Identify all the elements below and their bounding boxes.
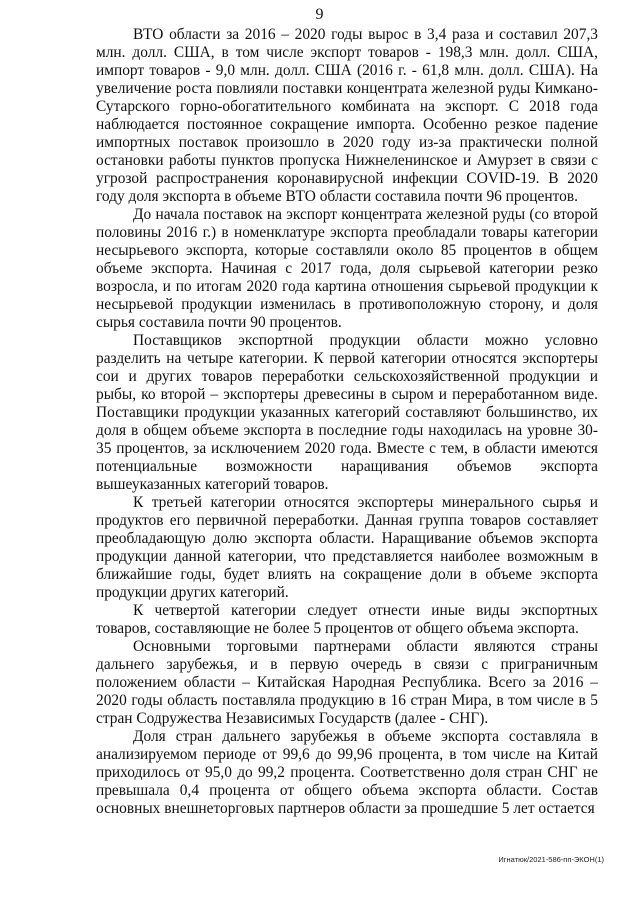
document-footer-code: Игнатюк/2021-586-пп-ЭКОН(1) — [498, 855, 604, 864]
paragraph-partner-shares: Доля стран дальнего зарубежья в объеме экспорта составляла в анализируемом периоде от 99,6 до 99,96 процента, в том числе на Китай приходилось от 95,0 до 99,2 процента. Соответственно доля стран СНГ не превышала 0,4 процента от общего объема экспорта области. Состав основных внешнеторговых партнеров области за прошедшие 5 лет остается — [96, 728, 598, 817]
paragraph-export-structure: До начала поставок на экспорт концентрата железной руды (со второй половины 2016 г.) в номенклатуре экспорта преобладали товары категории несырьевого экспорта, которые составляли около 85 процентов в общем объеме экспорта. Начиная с 2017 года, доля сырьевой категории резко возросла, и по итогам 2020 года картина отношения сырьевой продукции к несырьевой продукции изменилась в противоположную сторону, и доля сырья составила почти 90 процентов. — [96, 206, 598, 331]
paragraph-fourth-category: К четвертой категории следует отнести иные виды экспортных товаров, составляющие не более 5 процентов от общего объема экспорта. — [96, 602, 598, 637]
paragraph-trade-partners: Основными торговыми партнерами области являются страны дальнего зарубежья, и в первую очередь в связи с приграничным положением области – Китайская Народная Республика. Всего за 2016 – 2020 годы область поставляла продукцию в 16 стран Мира, в том числе в 5 стран Содружества Независимых Государств (далее - СНГ). — [96, 638, 598, 727]
document-body — [96, 26, 598, 818]
page-number: 9 — [315, 6, 324, 23]
paragraph-trade-turnover: ВТО области за 2016 – 2020 годы вырос в 3,4 раза и составил 207,3 млн. долл. США, в том числе экспорт товаров - 198,3 млн. долл. США, импорт товаров - 9,0 млн. долл. США (2016 г. - 61,8 млн. долл. США). На увеличение роста повлияли поставки концентрата железной руды Кимкано-Сутарского горно-обогатительного комбината на экспорт. С 2018 года наблюдается постоянное сокращение импорта. Особенно резкое падение импортных поставок произошло в 2020 году из-за практически полной остановки работы пунктов пропуска Нижнеленинское и Амурзет в связи с угрозой распространения коронавирусной инфекции COVID-19. В 2020 году доля экспорта в объеме ВТО области составила почти 96 процентов. — [96, 26, 598, 205]
paragraph-supplier-categories: Поставщиков экспортной продукции области можно условно разделить на четыре категории. К первой категории относятся экспортеры сои и других товаров переработки сельскохозяйственной продукции и рыбы, ко второй – экспортеры древесины в сыром и переработанном виде. Поставщики продукции указанных категорий составляют большинство, их доля в общем объеме экспорта в последние годы находилась на уровне 30-35 процентов, за исключением 2020 года. Вместе с тем, в области имеются потенциальные возможности наращивания объемов экспорта вышеуказанных категорий товаров. — [96, 332, 598, 493]
paragraph-third-category: К третьей категории относятся экспортеры минерального сырья и продуктов его первичной переработки. Данная группа товаров составляет преобладающую долю экспорта области. Наращивание объемов экспорта продукции данной категории, что представляется наиболее возможным в ближайшие годы, будет влиять на сокращение доли в объеме экспорта продукции других категорий. — [96, 494, 598, 601]
